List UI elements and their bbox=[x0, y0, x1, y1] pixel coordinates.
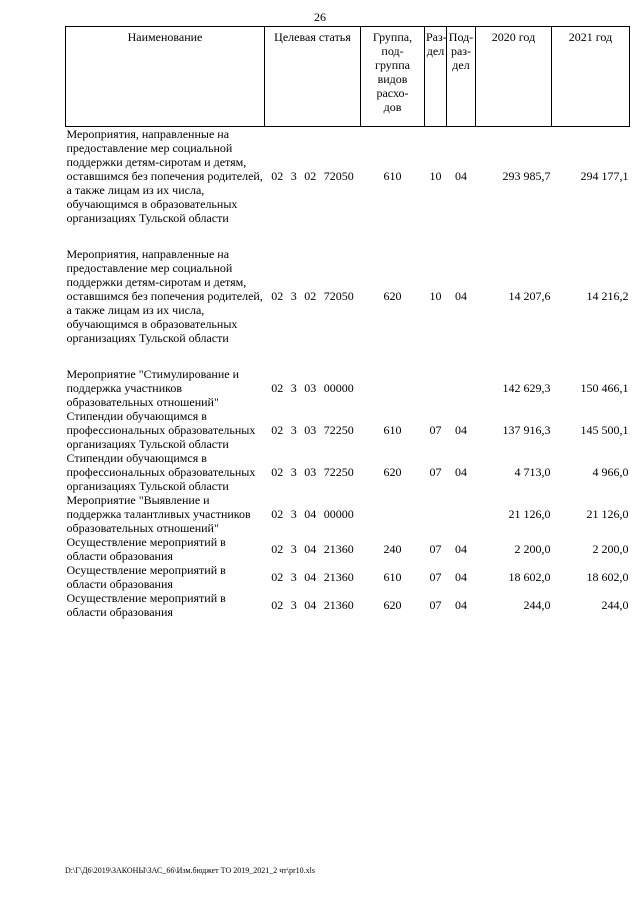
target-part: 72250 bbox=[323, 465, 354, 479]
target-part: 02 bbox=[271, 423, 284, 437]
row-name: Мероприятие "Выявление и поддержка талантливых участников образовательных отношений" bbox=[66, 493, 251, 535]
row-spacer bbox=[66, 345, 630, 367]
row-target bbox=[265, 247, 361, 345]
row-podrazdel: 04 bbox=[455, 570, 467, 584]
row-target bbox=[265, 127, 361, 226]
row-razdel: 10 bbox=[429, 169, 442, 183]
row-group: 620 bbox=[383, 465, 402, 479]
row-2021: 294 177,1 bbox=[580, 169, 629, 183]
row-name: Мероприятия, направленные на предоставление мер социальной поддержки детям-сиротам и детям, оставшимся без попечения родителей, а также лицам из их числа, обучающимся в образовательных организациях Тульской области bbox=[66, 247, 263, 345]
target-part: 03 bbox=[304, 423, 317, 437]
row-2020: 293 985,7 bbox=[502, 169, 551, 183]
row-podrazdel: 04 bbox=[455, 465, 467, 479]
row-group: 610 bbox=[383, 423, 402, 437]
row-podrazdel bbox=[447, 493, 476, 535]
row-razdel: 07 bbox=[429, 598, 442, 612]
row-2021: 244,0 bbox=[601, 598, 629, 612]
row-2021: 2 200,0 bbox=[592, 542, 629, 556]
row-razdel: 07 bbox=[429, 570, 442, 584]
row-razdel: 07 bbox=[429, 423, 442, 437]
row-target bbox=[265, 563, 361, 591]
target-part: 02 bbox=[304, 169, 317, 183]
target-part: 02 bbox=[271, 465, 284, 479]
target-part: 3 bbox=[290, 465, 297, 479]
row-razdel bbox=[425, 493, 447, 535]
target-part: 04 bbox=[304, 542, 317, 556]
row-razdel bbox=[425, 367, 447, 409]
row-target bbox=[265, 535, 361, 563]
target-part: 02 bbox=[271, 289, 284, 303]
row-2021: 14 216,2 bbox=[586, 289, 629, 303]
row-target bbox=[265, 409, 361, 451]
row-2020: 18 602,0 bbox=[508, 570, 551, 584]
target-part: 02 bbox=[271, 507, 284, 521]
row-group: 240 bbox=[383, 542, 402, 556]
target-part: 00000 bbox=[323, 507, 354, 521]
target-part: 21360 bbox=[323, 598, 354, 612]
target-part: 21360 bbox=[323, 542, 354, 556]
target-part: 04 bbox=[304, 507, 317, 521]
target-part: 04 bbox=[304, 570, 317, 584]
row-podrazdel bbox=[447, 367, 476, 409]
row-podrazdel: 04 bbox=[455, 289, 467, 303]
row-name: Мероприятие "Стимулирование и поддержка участников образовательных отношений" bbox=[66, 367, 240, 409]
table-row bbox=[66, 367, 630, 409]
target-part: 72050 bbox=[323, 289, 354, 303]
row-2020: 4 713,0 bbox=[514, 465, 551, 479]
row-target bbox=[265, 493, 361, 535]
table-row bbox=[66, 247, 630, 345]
target-part: 03 bbox=[304, 381, 317, 395]
header-name: Наименование bbox=[66, 27, 265, 127]
row-name: Мероприятия, направленные на предоставление мер социальной поддержки детям-сиротам и детям, оставшимся без попечения родителей, а также лицам из их числа, обучающимся в образовательных организациях Тульской области bbox=[66, 127, 263, 225]
row-2021: 150 466,1 bbox=[580, 381, 629, 395]
target-part: 02 bbox=[271, 598, 284, 612]
row-2020: 137 916,3 bbox=[502, 423, 551, 437]
row-group: 620 bbox=[383, 598, 402, 612]
table-header-row bbox=[66, 27, 630, 127]
target-part: 3 bbox=[290, 289, 297, 303]
target-part: 02 bbox=[271, 542, 284, 556]
row-name: Осуществление мероприятий в области образования bbox=[66, 591, 226, 619]
table-row bbox=[66, 451, 630, 493]
row-2020: 142 629,3 bbox=[502, 381, 551, 395]
row-target bbox=[265, 451, 361, 493]
row-razdel: 10 bbox=[429, 289, 442, 303]
table-row bbox=[66, 535, 630, 563]
row-2021: 21 126,0 bbox=[586, 507, 629, 521]
target-part: 3 bbox=[290, 542, 297, 556]
target-part: 03 bbox=[304, 465, 317, 479]
target-part: 3 bbox=[290, 507, 297, 521]
target-part: 3 bbox=[290, 423, 297, 437]
target-part: 3 bbox=[290, 570, 297, 584]
row-group bbox=[361, 493, 425, 535]
row-name: Стипендии обучающимся в профессиональных образовательных организациях Тульской области bbox=[66, 451, 256, 493]
target-part: 21360 bbox=[323, 570, 354, 584]
target-part: 04 bbox=[304, 598, 317, 612]
target-part: 02 bbox=[271, 570, 284, 584]
row-group bbox=[361, 367, 425, 409]
row-target bbox=[265, 591, 361, 619]
header-group: Группа, под- группа видов расхо- дов bbox=[361, 27, 425, 127]
row-2020: 2 200,0 bbox=[514, 542, 551, 556]
row-podrazdel: 04 bbox=[455, 423, 467, 437]
row-group: 610 bbox=[383, 570, 402, 584]
row-name: Осуществление мероприятий в области образования bbox=[66, 535, 226, 563]
target-part: 02 bbox=[271, 381, 284, 395]
row-target bbox=[265, 367, 361, 409]
header-target: Целевая статья bbox=[265, 27, 361, 127]
target-part: 02 bbox=[271, 169, 284, 183]
row-2021: 145 500,1 bbox=[580, 423, 629, 437]
target-part: 3 bbox=[290, 169, 297, 183]
row-2021: 4 966,0 bbox=[592, 465, 629, 479]
row-group: 620 bbox=[383, 289, 402, 303]
header-razdel: Раз- дел bbox=[425, 27, 447, 127]
target-part: 72050 bbox=[323, 169, 354, 183]
row-razdel: 07 bbox=[429, 542, 442, 556]
header-podrazdel: Под- раз- дел bbox=[447, 27, 476, 127]
row-name: Осуществление мероприятий в области образования bbox=[66, 563, 226, 591]
row-2020: 21 126,0 bbox=[508, 507, 551, 521]
header-2021: 2021 год bbox=[552, 27, 630, 127]
row-group: 610 bbox=[383, 169, 402, 183]
file-path-footer: D:\Г\Д6\2019\ЗАКОНЫ\ЗАС_66\Изм.бюджет ТО 2019_2021_2 чт\pr10.xls bbox=[65, 866, 315, 875]
budget-table bbox=[65, 26, 630, 619]
target-part: 02 bbox=[304, 289, 317, 303]
table-row bbox=[66, 493, 630, 535]
row-2020: 14 207,6 bbox=[508, 289, 551, 303]
target-part: 72250 bbox=[323, 423, 354, 437]
row-podrazdel: 04 bbox=[455, 169, 467, 183]
table-row bbox=[66, 409, 630, 451]
target-part: 3 bbox=[290, 598, 297, 612]
table-row bbox=[66, 591, 630, 619]
table-row bbox=[66, 127, 630, 226]
target-part: 00000 bbox=[323, 381, 354, 395]
row-spacer bbox=[66, 225, 630, 247]
row-2020: 244,0 bbox=[523, 598, 551, 612]
row-2021: 18 602,0 bbox=[586, 570, 629, 584]
target-part: 3 bbox=[290, 381, 297, 395]
row-name: Стипендии обучающимся в профессиональных образовательных организациях Тульской области bbox=[66, 409, 256, 451]
page-number: 26 bbox=[314, 10, 326, 24]
row-podrazdel: 04 bbox=[455, 542, 467, 556]
row-razdel: 07 bbox=[429, 465, 442, 479]
row-podrazdel: 04 bbox=[455, 598, 467, 612]
header-2020: 2020 год bbox=[476, 27, 552, 127]
table-row bbox=[66, 563, 630, 591]
